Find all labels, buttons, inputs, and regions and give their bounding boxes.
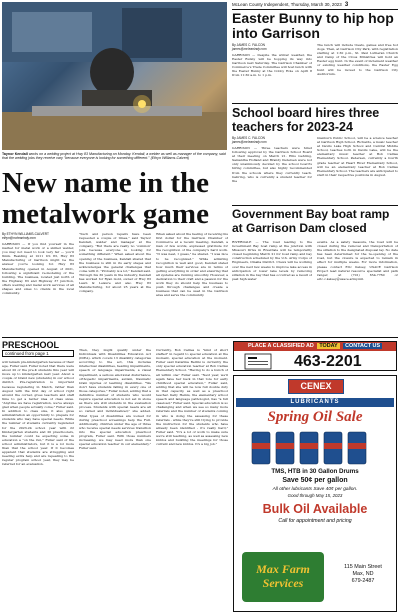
maxfarm-line-2: Services xyxy=(262,576,304,590)
welding-photo xyxy=(2,2,227,150)
metalwork-col-3: When asked about the feeling of receiving his first dollar for the Garrison Chamber of Commerce at a recent meeting, Kendall, a man of few words, expressed gratitude for the recognition of the company's hard work. "It was neat, I guess," he shared. "I was nice to be recognized." While admiring recognition is well and good, Kendall stated how much their services are in terms of getting everything in order and ensuring that all systems are running smoothly. However, a dedication to their craft and a passion for the work they do should help the business to push through challenges and create a business that can be used in the Garrison area and serve the community. xyxy=(156,232,228,298)
school-col-2: Glenburn Public School, will be a science teacher at Garrison High School. Richards, a music teacher at Devils Lake High School and Central Middle School, teaches both in Devils Lake, will be the elementary music teacher at Bob Callies Elementary School. Pedersen, currently a fourth grade teacher at Heart River Elementary School, will be an elementary teacher at Bob Callies Elementary School. The teachers are anticipated to start in their respective positions in August. xyxy=(317,136,398,177)
maxfarm-line-1: Max Farm xyxy=(256,562,310,576)
classified-contact-label: CONTACT US xyxy=(345,343,381,349)
tms-line-1: TMS, HTB in 30 Gallon Drums xyxy=(271,468,359,475)
caption-text: works on a welding project at Hwy 83 Manufacturing on Monday. Kendall, a welder as well as manager of the company, said that the welding jobs they receive vary "because everyone is looking for something different." (Ethyn Williams-Calvert) xyxy=(2,152,226,161)
preschool-headline: PRESCHOOL xyxy=(2,340,60,350)
classified-top-banner xyxy=(234,342,396,351)
easter-col-1: GARRISON — Despite the winter weather, the Easter Bunny will be hopping its way into Garrison next Saturday. The Garrison Chamber of Commerce's Trade Committee will host lunch with the Easter Bunny at the Cobby Hole on April 8 from 11:30 a.m. to 1 p.m. xyxy=(232,53,312,78)
easter-headline: Easter Bunny to hip hop into Garrison xyxy=(232,10,394,41)
address-street: 115 Main Street xyxy=(344,564,382,570)
folio-bar xyxy=(232,2,398,8)
cenex-brand: CENEX xyxy=(300,381,332,391)
easter-divider xyxy=(232,103,398,104)
bay-col-1: RIVERDALE — The road leading to the Government Bay boat ramp at the junction with Missouri Drive in Riverdale will be temporarily closed beginning March 21 for boat ramp and bay construction scheduled by the U.S. Army Corps of Engineers, Omaha District. Crews will be working over the next few weeks to improve lake access in anticipation of lower lake levels by removing siltation in the bay that has occurred as a result of past high-water xyxy=(232,240,312,281)
metalwork-col-2: "Such and person repairs have been requested a couple of times," said Taynor Kendall, welder and manager at the company. "But there are really no 'common' jobs because everyone is looking for something different." When asked about the opening of the business, Kendall shared that the business is still in its early stages and acknowledges the general challenges that come with it. "Probably is a lot," Kendall said. Through his 30 years in the industry, Kendall has worked for Ryan Gold, owner of Hwy 83 Lawn & Leisure and also Hwy 83 Manufacturing, for about 25 years at the company. xyxy=(79,232,151,294)
folio-paper: McLean County Independent, Thursday, March 30, 2023 xyxy=(232,2,342,7)
folio-page-number: 3 xyxy=(344,2,349,8)
address-city: Max, ND xyxy=(352,571,374,577)
school-divider xyxy=(232,205,398,206)
cenex-ad[interactable] xyxy=(233,375,397,612)
metalwork-byline-email: ethyn@mcleanindy.com xyxy=(2,236,36,240)
bay-col-2: events. As a safety measure, the road will be closed during the removal and transportation of the siltation to the designated disposal lay. No date has been determined for the re-opening of the road, but the closure is expected to remain in effect for multiple weeks. For more information, please contact Eric Kelsey, USACE Garrison Project lead natural resource specialist and park ranger, at (701) 654-7760 or eric.c.kelsey@usace.army.mil. xyxy=(317,240,398,281)
welding-scene-icon xyxy=(2,2,227,150)
school-byline xyxy=(232,136,312,144)
easter-col-2: The lunch will include treats, games and free hot dogs. Then, at Garrison City Park, with registration starting at 1:30 p.m., St. Paul Lutheran Church and Camp of the Cross Ministries will hold an Easter egg hunt. In the event of inclement weather or existing weather conditions, the Easter Egg hunt will be moved to the Garrison City Auditorium. xyxy=(317,43,398,76)
bulk-oil-subtitle: Call for appointment and pricing xyxy=(278,518,352,524)
maxfarm-address xyxy=(330,564,396,585)
easter-byline-name: By JAMES C. FALCON xyxy=(232,43,265,47)
classified-ad[interactable] xyxy=(233,341,397,371)
bulk-oil-title: Bulk Oil Available xyxy=(262,502,368,516)
lubricants-label: LUBRICANTS xyxy=(290,399,340,405)
tms-line-3: All other lubricants Save 40¢ per gallon. xyxy=(272,487,358,492)
school-byline-email: james@mcleanindy.com xyxy=(232,140,267,144)
tms-line-2: Save 50¢ per gallon xyxy=(282,477,348,484)
metalwork-byline xyxy=(2,232,74,240)
address-phone[interactable]: 679-2487 xyxy=(351,578,375,584)
metalwork-headline: New name in the metalwork game xyxy=(2,167,210,230)
spring-sale-title: Spring Oil Sale xyxy=(267,409,363,425)
classified-top-label: PLACE A CLASSIFIED AD xyxy=(247,343,314,349)
preschool-col-3: Currently, Bob Callies is "kind of short staffed" in regard to special education at the moment, special education at the moment. Fuller said Katarina Bellini is currently the only special education teacher at Bob Callies Elementary School. "Having to do a bunch of all within one" Fuller said. "Next year, we'll again have her back in that role for early childhood special education," Fuller said, adding that she will be now full double duty in that capacity, as well as a preschool teacher. Kelly Heinis, the elementary school speech and language pathologist, has "a full caseload," Fuller said. Special education is so challenging and when we see so many more referrals and the number of students coming in who is doing the assessing for these referrals - while they're still trying to provide the instruction for the students who have already been identified - it's really hard," Fuller said. "It's a lot of work to make sure we're still teaching, as well as assessing new kiddos and building the meetings for those current and new kiddos. It's a big job." xyxy=(156,348,228,447)
tms-line-4: Good through May 15, 2023 xyxy=(287,493,343,498)
school-col-1: GARRISON — Three teachers were hired following approval by the Garrison School Board at their meeting on March 21. Ellis Gehring, Samantha Hofland and Brandy Pedersen were not only unanimously decided by the school board's hiring committee, but also highly recommended from the schools where they currently teach. Gehring, who is currently a student teacher for the xyxy=(232,146,312,183)
metalwork-byline-name: By ETHYN WILLIAMS-CALVERT xyxy=(2,232,49,236)
preschool-jump-text: continued from page 1 xyxy=(5,351,49,356)
caption-subject: Taynor Kendall xyxy=(2,152,28,156)
easter-byline xyxy=(232,43,312,51)
metalwork-col-1: GARRISON — If you find yourself in the market for metal work or a skilled welder, you may not need to look very far — you'll think. Residing at 1011 US 83, Hwy 83 Manufacturing of Garrison might be the answer you're looking for. Hwy 83 Manufacturing opened in August of 2021, following a significant re-modeling of the building. The business, located just north of the Highway 83 and Highway 37 junction, offers welding and metal work services of all shapes and sizes to clients in the local community. xyxy=(2,242,74,296)
cenex-logo xyxy=(288,379,344,394)
maxfarm-logo xyxy=(242,552,324,602)
classified-today-label: TODAY xyxy=(319,343,338,349)
preschool-col-1: will remain pre-kindergarten because of their age, Fuller said. Fuller noted that there were about 20 of the pre-K students this year will move up to kindergarten next year. About a couple of brand new (students) in our school district. Pre-registration is important because registering in March, rather than August with the first day of school right around the corner, gives teachers and staff time to get a better idea of class sizes. "Anytime we have registration, we've always glad when people actually come," Fuller said. In addition to class size, it also gives administration an opportunity to prepare for students who may have special needs. While the number of students currently registered for the 2023-24 school year with 22 Kindergarten students and 20 preschoolers, the number could be expecting some in education a "on the run," Fuller said of the school administrators, but it is a lot more than that the school year. If it becomes apparent that students are struggling and needing extra help and are repeating to the regular program school year, they may be referred for an evaluation. xyxy=(2,360,74,467)
school-headline: School board hires three teachers for 2023-24 xyxy=(232,106,380,134)
classified-phone[interactable]: 463-2201 xyxy=(294,353,362,370)
photo-caption xyxy=(2,152,227,161)
preschool-top-rule xyxy=(2,337,398,338)
oil-drum-icon xyxy=(246,428,386,466)
school-byline-name: By JAMES C. FALCON xyxy=(232,136,265,140)
newspaper-icon xyxy=(244,353,272,370)
easter-byline-email: james@mcleanindy.com xyxy=(232,47,267,51)
bay-headline: Government Bay boat ramp at Garrison Dam closed xyxy=(232,207,390,235)
preschool-jump-box xyxy=(2,350,74,357)
preschool-col-2: Then, they might qualify under the Individuals with Disabilities Education Act (IDEA), which covers 13 disability categories according to the act, this includes intellectual disabilities, hearing impairments, speech or language impairments, a visual impairment, a serious emotional disturbance, orthopedic impairments, autism, traumatic brain injuries or learning disabilities. "We don't have students falling in every one of those categories," Fuller noted, adding that a definitive number of students who would require special education is not set in stone as there are still students in the evaluation process. Students with special needs are all so varied and individualized," she added. What types of disabilities are looked for during preschool screenings help the Full. Additionally, children under the age of three who receive special needs services transition into the special education preschool program, Fuller said. With those numbers increasing, we may need more than one special education teacher in our elementary," Fuller said. xyxy=(79,348,151,451)
lubricants-banner xyxy=(236,398,394,407)
